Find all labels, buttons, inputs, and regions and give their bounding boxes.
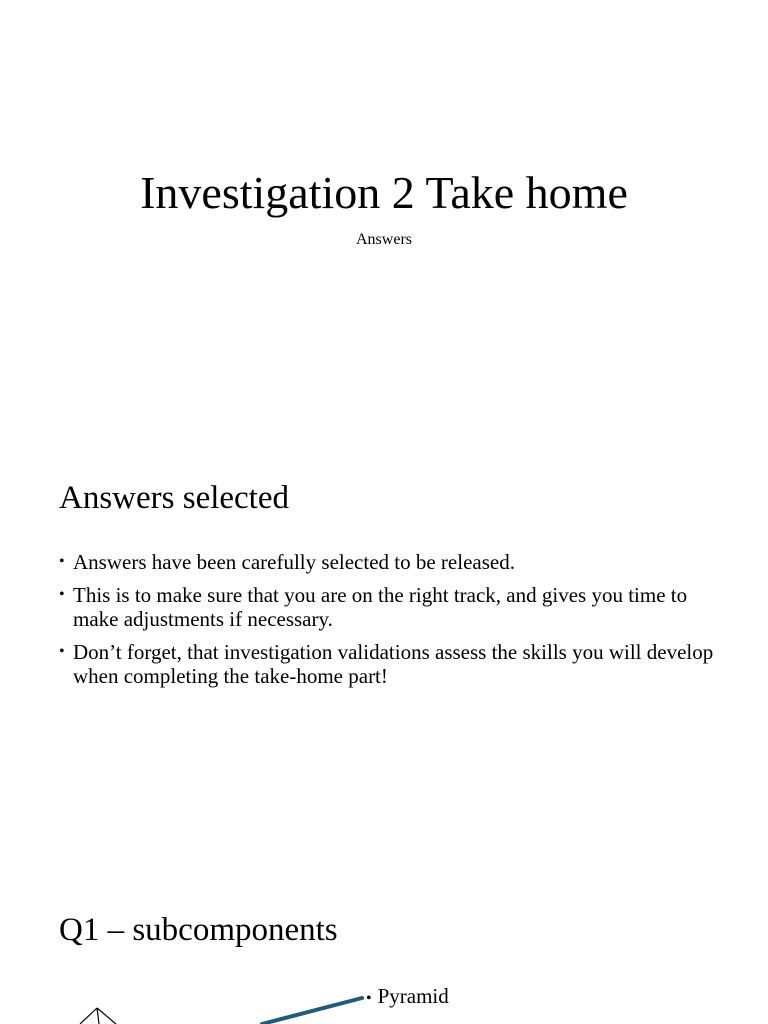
pyramid-text: Pyramid: [377, 984, 449, 1008]
bullet-text: Don’t forget, that investigation validations assess the skills you will develop when completing the take-home part!: [73, 640, 714, 688]
bullet-text: Answers have been carefully selected to be released.: [73, 550, 515, 574]
subcomponents-slide: [0, 864, 768, 1024]
presentation-subtitle: Answers: [356, 231, 412, 248]
bullet-icon: •: [366, 990, 372, 1007]
bullet-text: This is to make sure that you are on the right track, and gives you time to make adjustments if necessary.: [73, 583, 688, 631]
bullet-list: [59, 550, 719, 697]
presentation-title: Investigation 2 Take home: [140, 167, 628, 218]
bullet-icon: •: [59, 643, 65, 660]
pyramid-label: [366, 984, 449, 1011]
list-item: [59, 640, 719, 688]
answers-selected-slide: [0, 432, 768, 864]
pyramid-shape-icon: [80, 1008, 116, 1024]
list-item: [59, 583, 719, 631]
slide-heading: Answers selected: [59, 480, 290, 516]
title-slide: [0, 0, 768, 432]
bullet-icon: •: [59, 586, 65, 603]
list-item: [59, 550, 719, 574]
connector-line: [262, 998, 362, 1024]
bullet-icon: •: [59, 553, 65, 570]
slide-heading: Q1 – subcomponents: [59, 912, 338, 948]
